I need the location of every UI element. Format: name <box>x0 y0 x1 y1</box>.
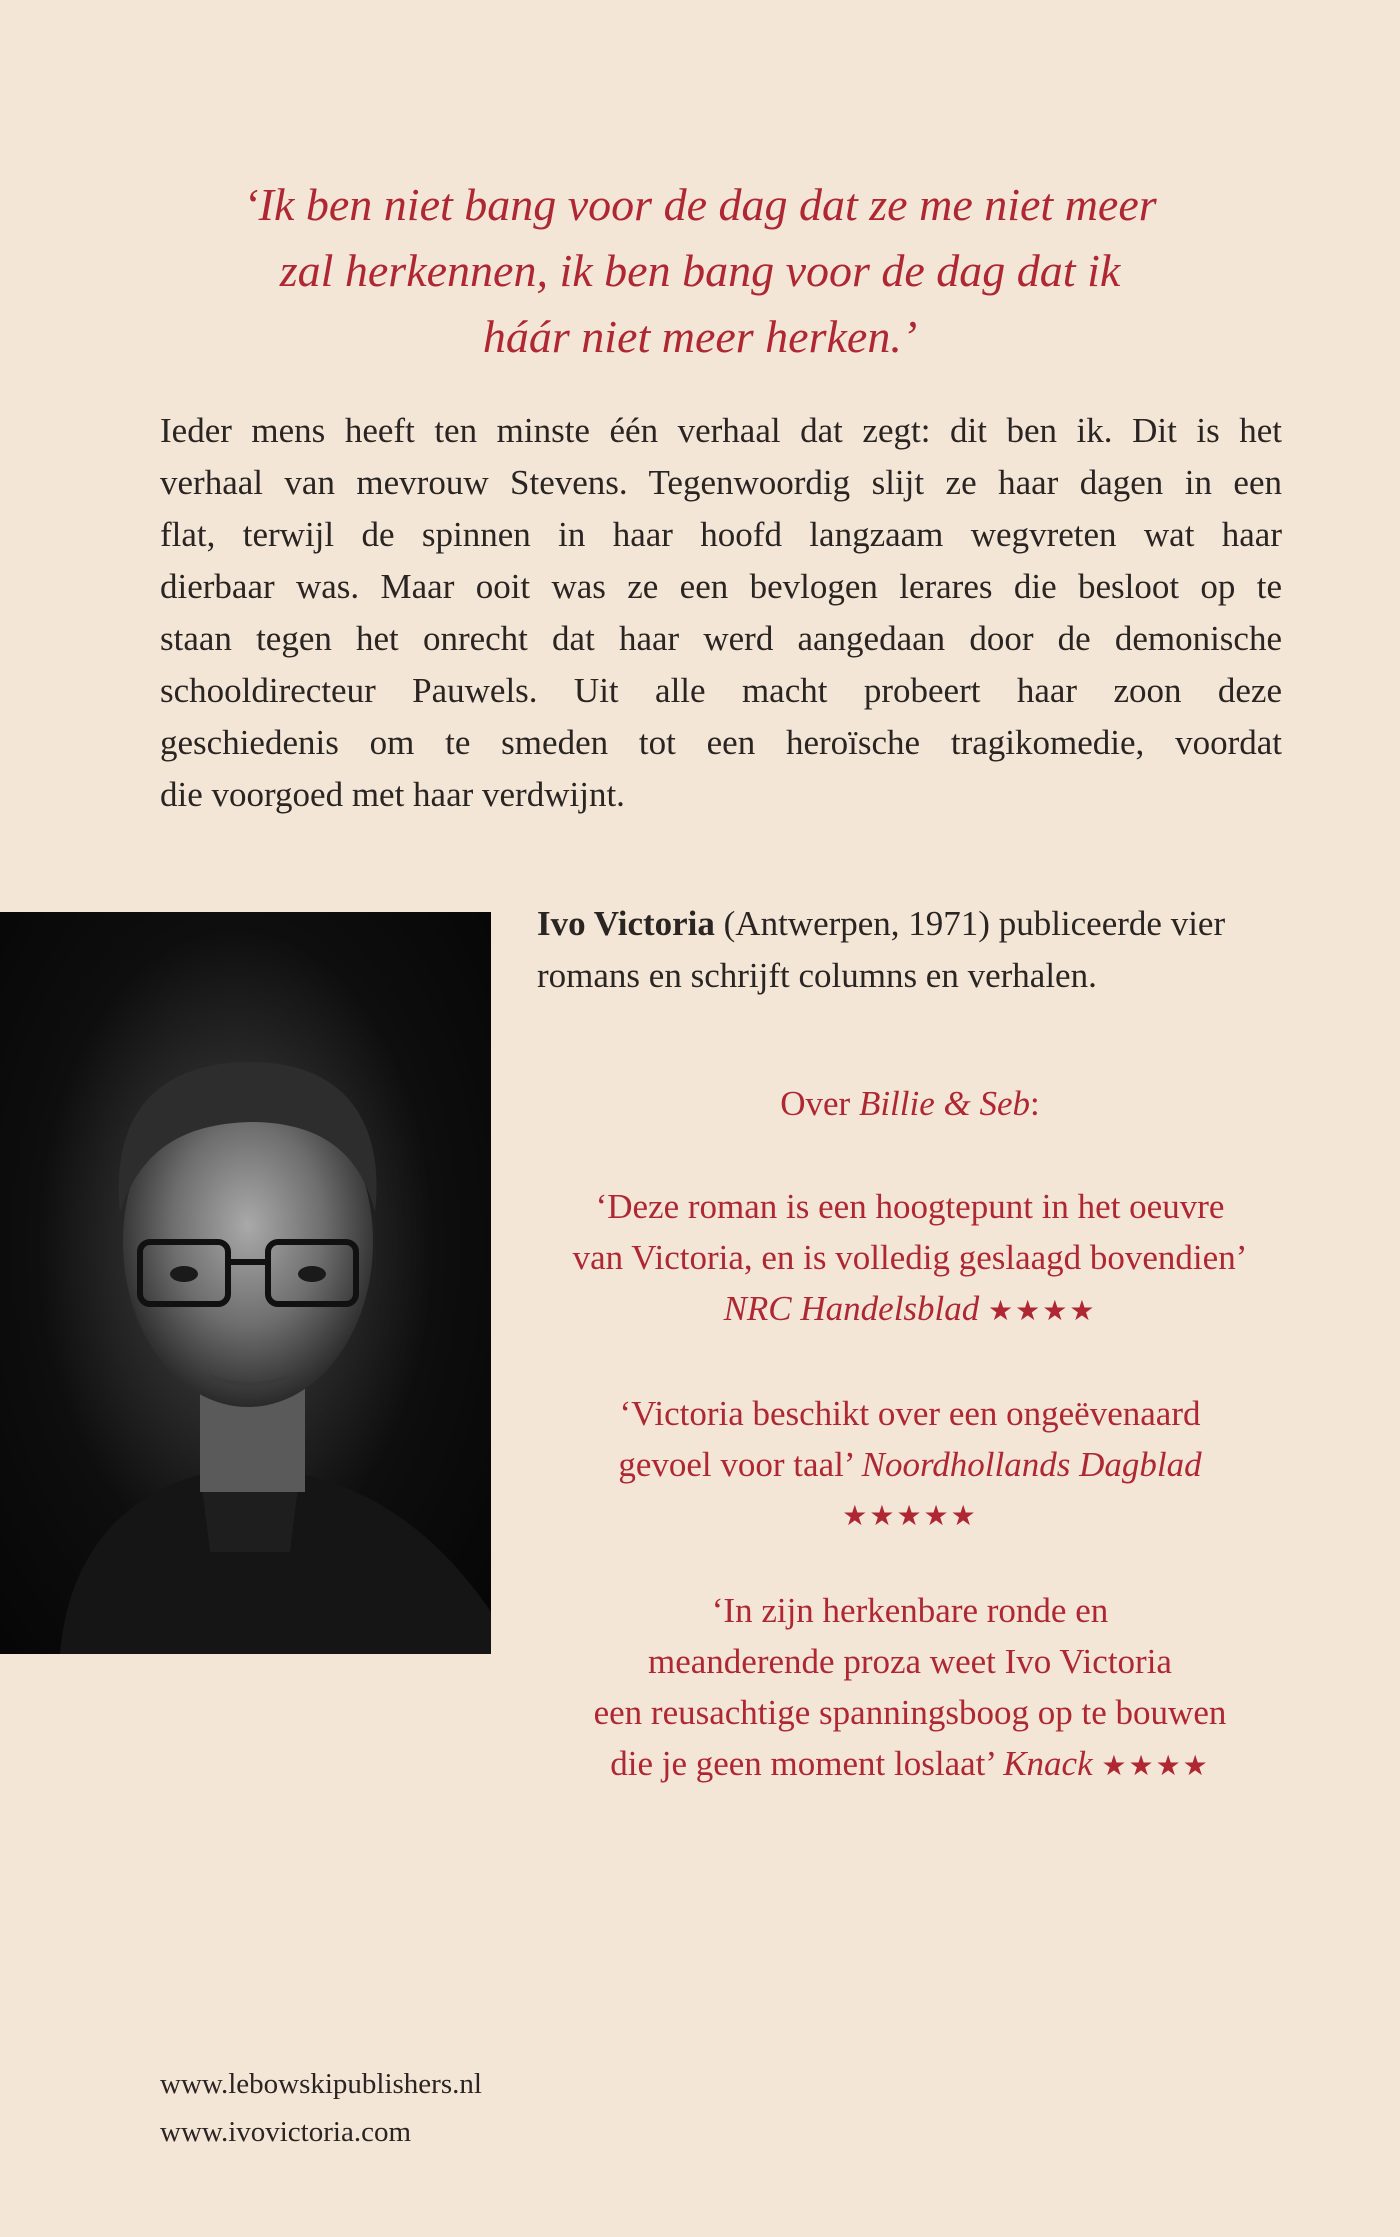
bio-details: (Antwerpen, 1971) publiceerde vier <box>714 904 1226 943</box>
review-text: gevoel voor taal’ <box>618 1445 862 1484</box>
rating-stars: ★★★★ <box>1101 1749 1210 1782</box>
review-source: NRC Handelsblad <box>723 1289 980 1328</box>
blurb-line: dierbaar was. Maar ooit was ze een bevlogen lerares die besloot op te <box>160 567 1282 606</box>
opening-quote <box>150 172 1250 370</box>
review-text: die je geen moment loslaat’ <box>610 1744 1004 1783</box>
bio-line: romans en schrijft columns en verhalen. <box>537 956 1097 995</box>
blurb-line: geschiedenis om te smeden tot een heroïsche tragikomedie, voordat <box>160 723 1282 762</box>
website-links <box>160 2060 482 2156</box>
review-line: ‘In zijn herkenbare ronde en <box>711 1591 1109 1630</box>
reviews-heading <box>510 1078 1310 1129</box>
review-line: van Victoria, en is volledig geslaagd bovendien’ <box>572 1238 1248 1277</box>
publisher-url[interactable]: www.lebowskipublishers.nl <box>160 2068 482 2100</box>
rating-stars: ★★★★★ <box>842 1499 978 1532</box>
review-source-line <box>510 1283 1310 1336</box>
rating-stars: ★★★★ <box>988 1294 1097 1327</box>
quote-line: háár niet meer herken.’ <box>482 311 918 362</box>
blurb-line: schooldirecteur Pauwels. Uit alle macht probeert haar zoon deze <box>160 671 1282 710</box>
quote-line: ‘Ik ben niet bang voor de dag dat ze me niet meer <box>243 179 1157 230</box>
blurb-line: Ieder mens heeft ten minste één verhaal dat zegt: dit ben ik. Dit is het <box>160 411 1282 450</box>
author-url[interactable]: www.ivovictoria.com <box>160 2116 412 2148</box>
author-bio <box>537 898 1285 1002</box>
review-source: Knack <box>1003 1744 1093 1783</box>
blurb-line: verhaal van mevrouw Stevens. Tegenwoordig slijt ze haar dagen in een <box>160 463 1282 502</box>
review-line: een reusachtige spanningsboog op te bouwen <box>593 1693 1227 1732</box>
blurb-line: die voorgoed met haar verdwijnt. <box>160 775 625 814</box>
review-line: meanderende proza weet Ivo Victoria <box>648 1642 1172 1681</box>
press-reviews <box>510 1078 1310 1791</box>
bio-line <box>537 898 1285 950</box>
previous-book-title: Billie & Seb <box>858 1084 1031 1123</box>
reviews-heading-prefix: Over <box>780 1084 859 1123</box>
book-blurb <box>160 405 1282 821</box>
author-photo <box>0 912 491 1654</box>
review-line: ‘Deze roman is een hoogtepunt in het oeuvre <box>595 1187 1225 1226</box>
author-name: Ivo Victoria <box>537 904 715 943</box>
review-line: ‘Victoria beschikt over een ongeëvenaard <box>619 1394 1201 1433</box>
reviews-heading-suffix: : <box>1030 1084 1040 1123</box>
blurb-line: flat, terwijl de spinnen in haar hoofd langzaam wegvreten wat haar <box>160 515 1282 554</box>
review-line <box>510 1439 1310 1490</box>
quote-line: zal herkennen, ik ben bang voor de dag dat ik <box>279 245 1121 296</box>
author-portrait-illustration <box>0 912 491 1654</box>
review-source: Noordhollands Dagblad <box>861 1445 1202 1484</box>
review-line <box>510 1738 1310 1791</box>
blurb-line: staan tegen het onrecht dat haar werd aangedaan door de demonische <box>160 619 1282 658</box>
